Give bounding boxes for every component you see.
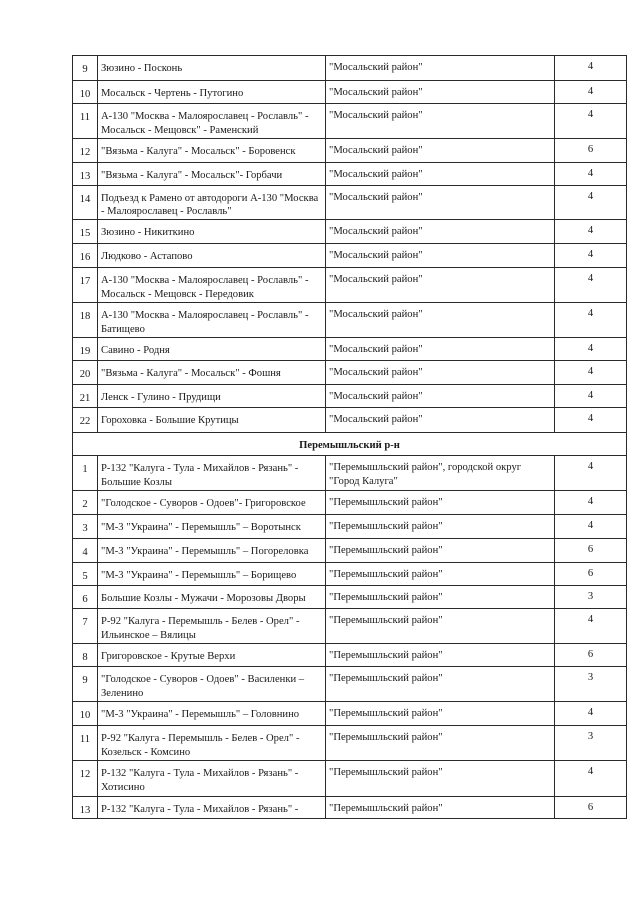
district-name: "Перемышльский район" (329, 650, 443, 662)
row-number-cell (73, 268, 98, 303)
row-number-cell (73, 702, 98, 726)
row-number: 2 (82, 499, 88, 511)
section-header (73, 433, 627, 456)
district-name: "Мосальский район" (329, 168, 423, 180)
road-name: Подъезд к Рамено от автодороги А-130 "Москва - Малоярославец - Рославль" (101, 192, 319, 218)
road-value: 4 (587, 520, 594, 532)
district-name-cell (326, 244, 555, 268)
road-value: 3 (587, 672, 594, 684)
row-number-cell (73, 609, 98, 644)
road-name: Григоровское - Крутые Верхи (101, 651, 236, 663)
road-name-cell (98, 268, 326, 303)
road-value: 4 (587, 766, 594, 778)
table-row (73, 797, 627, 819)
district-name: "Мосальский район" (329, 226, 423, 238)
table-row (73, 667, 627, 702)
row-number: 1 (82, 464, 88, 476)
road-value: 4 (587, 461, 594, 473)
road-name-cell (98, 797, 326, 819)
road-value-cell (555, 220, 627, 244)
row-number: 10 (79, 710, 91, 722)
row-number-cell (73, 338, 98, 361)
table-row (73, 702, 627, 726)
road-value: 3 (587, 731, 594, 743)
road-value: 4 (587, 496, 594, 508)
road-value: 4 (587, 190, 594, 202)
row-number-cell (73, 162, 98, 185)
road-value: 6 (587, 568, 594, 580)
road-name: "Вязьма - Калуга" - Мосальск" - Фошня (101, 368, 281, 380)
row-number: 5 (82, 571, 88, 583)
road-name: Большие Козлы - Мужачи - Морозовы Дворы (101, 593, 306, 605)
table-row (73, 385, 627, 408)
row-number: 13 (79, 170, 91, 182)
road-value-cell (555, 81, 627, 104)
district-name-cell (326, 408, 555, 433)
road-value-cell (555, 361, 627, 385)
district-name-cell (326, 338, 555, 361)
table-row (73, 491, 627, 515)
road-value: 4 (587, 366, 594, 378)
district-name: "Мосальский район" (329, 110, 423, 121)
row-number-cell (73, 104, 98, 139)
row-number-cell (73, 515, 98, 539)
district-name-cell (326, 586, 555, 609)
row-number: 6 (82, 594, 88, 606)
road-name: Зюзино - Посконь (101, 63, 183, 74)
road-value: 4 (587, 390, 594, 402)
road-name: "М-3 "Украина" - Перемышль" – Борищево (101, 570, 297, 582)
district-name-cell (326, 81, 555, 104)
road-name: Р-132 "Калуга - Тула - Михайлов - Рязань" - (101, 804, 299, 816)
row-number-cell (73, 81, 98, 104)
road-name-cell (98, 726, 326, 761)
row-number-cell (73, 539, 98, 563)
table-row (73, 56, 627, 81)
district-name: "Мосальский район" (329, 344, 423, 356)
table-row (73, 408, 627, 433)
district-name: "Перемышльский район" (329, 732, 443, 744)
row-number: 10 (79, 89, 91, 100)
row-number-cell (73, 563, 98, 586)
road-name: "Вязьма - Калуга" - Мосальск"- Горбачи (101, 169, 283, 181)
table-row (73, 726, 627, 761)
road-value: 4 (587, 308, 594, 320)
road-value-cell (555, 104, 627, 139)
table-row (73, 303, 627, 338)
district-name: "Перемышльский район" (329, 803, 443, 815)
table-row (73, 268, 627, 303)
road-value-cell (555, 726, 627, 761)
row-number-cell (73, 185, 98, 220)
district-name: "Перемышльский район" (329, 708, 443, 720)
road-name-cell (98, 408, 326, 433)
table-row (73, 456, 627, 491)
table-row (73, 586, 627, 609)
road-value: 6 (587, 802, 594, 814)
row-number-cell (73, 586, 98, 609)
district-name: "Перемышльский район" (329, 569, 443, 581)
table-row (73, 220, 627, 244)
road-value-cell (555, 761, 627, 797)
road-name: "Вязьма - Калуга" - Мосальск" - Боровенск (101, 145, 296, 157)
road-name-cell (98, 338, 326, 361)
district-name-cell (326, 162, 555, 185)
road-value-cell (555, 268, 627, 303)
road-name: Мосальск - Чертень - Путогино (101, 88, 244, 99)
row-number-cell (73, 138, 98, 162)
road-value-cell (555, 586, 627, 609)
district-name-cell (326, 385, 555, 408)
district-name-cell (326, 797, 555, 819)
district-name-cell (326, 563, 555, 586)
table-row (73, 539, 627, 563)
road-name: Р-92 "Калуга - Перемышль - Белев - Орел" - Козельск - Комсино (101, 733, 300, 758)
row-number: 9 (82, 675, 88, 687)
road-value: 4 (587, 86, 594, 97)
road-name: Р-132 "Калуга - Тула - Михайлов - Рязань" - Хотисино (101, 768, 299, 793)
district-name: "Перемышльский район" (329, 592, 443, 604)
row-number: 7 (82, 617, 88, 629)
row-number-cell (73, 491, 98, 515)
row-number: 12 (79, 146, 91, 158)
road-value: 4 (587, 167, 594, 179)
road-value-cell (555, 456, 627, 491)
road-value: 4 (587, 273, 594, 285)
table-row (73, 563, 627, 586)
road-name-cell (98, 667, 326, 702)
district-name-cell (326, 491, 555, 515)
road-name-cell (98, 185, 326, 220)
district-name: "Мосальский район" (329, 309, 423, 321)
road-value: 4 (587, 225, 594, 237)
district-name-cell (326, 609, 555, 644)
table-row (73, 244, 627, 268)
road-name-cell (98, 456, 326, 491)
district-name-cell (326, 104, 555, 139)
district-name: "Перемышльский район" (329, 673, 443, 685)
road-name: Р-132 "Калуга - Тула - Михайлов - Рязань" - Большие Козлы (101, 463, 299, 488)
road-name-cell (98, 385, 326, 408)
road-value: 4 (587, 249, 594, 261)
road-value-cell (555, 162, 627, 185)
road-value-cell (555, 244, 627, 268)
row-number-cell (73, 456, 98, 491)
road-name: "Голодское - Суворов - Одоев"- Григоровское (101, 498, 306, 510)
road-value: 4 (587, 343, 594, 355)
district-name: "Мосальский район" (329, 87, 423, 98)
road-name-cell (98, 81, 326, 104)
road-name-cell (98, 586, 326, 609)
road-value-cell (555, 702, 627, 726)
district-name-cell (326, 702, 555, 726)
road-value-cell (555, 539, 627, 563)
road-value: 4 (587, 61, 594, 72)
row-number: 14 (79, 193, 91, 205)
district-name-cell (326, 515, 555, 539)
road-name: Зюзино - Никиткино (101, 227, 195, 239)
row-number: 12 (79, 769, 91, 781)
road-name: "М-3 "Украина" - Перемышль" – Погореловка (101, 546, 309, 558)
row-number: 4 (82, 547, 88, 559)
row-number: 9 (82, 64, 88, 75)
road-value: 6 (587, 649, 594, 661)
road-name: Ленск - Гулино - Прудищи (101, 392, 221, 404)
road-name-cell (98, 702, 326, 726)
district-name-cell (326, 268, 555, 303)
district-name: "Перемышльский район" (329, 545, 443, 557)
row-number: 22 (79, 416, 91, 428)
road-value: 6 (587, 143, 594, 155)
road-value-cell (555, 338, 627, 361)
road-name-cell (98, 491, 326, 515)
district-name-cell (326, 539, 555, 563)
road-name-cell (98, 138, 326, 162)
road-name: "М-3 "Украина" - Перемышль" – Воротынск (101, 522, 301, 534)
road-name: Людково - Астапово (101, 251, 193, 263)
row-number-cell (73, 761, 98, 797)
district-name: "Перемышльский район" (329, 521, 443, 533)
table-row (73, 81, 627, 104)
district-name-cell (326, 361, 555, 385)
road-value: 3 (587, 591, 594, 603)
table-row (73, 185, 627, 220)
road-name: "Голодское - Суворов - Одоев" - Василенки – Зеленино (101, 674, 305, 699)
road-value: 4 (587, 707, 594, 719)
district-name: "Мосальский район" (329, 391, 423, 403)
row-number-cell (73, 220, 98, 244)
table-row (73, 138, 627, 162)
road-value: 4 (587, 109, 594, 120)
district-name: "Перемышльский район", городской округ "Город Калуга" (329, 462, 522, 487)
road-value-cell (555, 515, 627, 539)
road-name: А-130 "Москва - Малоярославец - Рославль" - Мосальск - Мещовск" - Раменский (101, 111, 309, 136)
road-value-cell (555, 644, 627, 667)
row-number: 3 (82, 523, 88, 535)
district-name-cell (326, 644, 555, 667)
road-value-cell (555, 491, 627, 515)
road-value-cell (555, 609, 627, 644)
table-row (73, 515, 627, 539)
row-number: 18 (79, 311, 91, 323)
road-name-cell (98, 303, 326, 338)
road-value: 4 (587, 413, 594, 425)
row-number-cell (73, 408, 98, 433)
district-name: "Мосальский район" (329, 62, 423, 73)
road-value-cell (555, 138, 627, 162)
district-name: "Перемышльский район" (329, 615, 443, 627)
district-name: "Перемышльский район" (329, 767, 443, 779)
road-value-cell (555, 563, 627, 586)
road-value-cell (555, 185, 627, 220)
road-name: Р-92 "Калуга - Перемышль - Белев - Орел" - Ильинское – Вялицы (101, 616, 300, 641)
district-name-cell (326, 303, 555, 338)
table-row (73, 609, 627, 644)
road-value-cell (555, 56, 627, 81)
road-name-cell (98, 220, 326, 244)
road-value: 4 (587, 614, 594, 626)
district-name: "Мосальский район" (329, 414, 423, 426)
mosalsk-section (73, 56, 627, 433)
district-name-cell (326, 667, 555, 702)
district-name-cell (326, 220, 555, 244)
district-name-cell (326, 456, 555, 491)
road-name-cell (98, 563, 326, 586)
row-number: 17 (79, 276, 91, 288)
road-name: "М-3 "Украина" - Перемышль" – Головнино (101, 709, 300, 721)
road-name-cell (98, 761, 326, 797)
road-value-cell (555, 667, 627, 702)
row-number-cell (73, 797, 98, 819)
district-name: "Перемышльский район" (329, 497, 443, 509)
row-number-cell (73, 385, 98, 408)
row-number: 16 (79, 252, 91, 264)
row-number-cell (73, 303, 98, 338)
row-number-cell (73, 644, 98, 667)
row-number: 13 (79, 805, 91, 817)
district-name-cell (326, 56, 555, 81)
district-name: "Мосальский район" (329, 274, 423, 286)
district-name: "Мосальский район" (329, 367, 423, 379)
district-name-cell (326, 185, 555, 220)
road-name-cell (98, 515, 326, 539)
row-number: 21 (79, 393, 91, 405)
district-name: "Мосальский район" (329, 144, 423, 156)
peremyshl-section (73, 456, 627, 819)
district-name: "Мосальский район" (329, 250, 423, 262)
road-value-cell (555, 408, 627, 433)
road-name-cell (98, 609, 326, 644)
road-name-cell (98, 361, 326, 385)
row-number-cell (73, 244, 98, 268)
district-name-cell (326, 138, 555, 162)
road-value-cell (555, 797, 627, 819)
section-title: Перемышльский р-н (299, 440, 400, 452)
road-name-cell (98, 104, 326, 139)
road-value-cell (555, 385, 627, 408)
road-name: А-130 "Москва - Малоярославец - Рославль" - Батищево (101, 310, 309, 335)
row-number-cell (73, 56, 98, 81)
table-row (73, 162, 627, 185)
section-cell (73, 433, 627, 456)
district-name-cell (326, 726, 555, 761)
road-name-cell (98, 539, 326, 563)
road-value: 6 (587, 544, 594, 556)
road-name: Савино - Родня (101, 345, 170, 357)
row-number-cell (73, 667, 98, 702)
row-number: 15 (79, 228, 91, 240)
road-name-cell (98, 162, 326, 185)
district-name-cell (326, 761, 555, 797)
row-number: 11 (79, 734, 91, 746)
section-row (73, 433, 627, 456)
road-name-cell (98, 244, 326, 268)
table-row (73, 361, 627, 385)
row-number: 11 (79, 112, 91, 123)
row-number: 8 (82, 652, 88, 664)
road-name-cell (98, 56, 326, 81)
road-name: Гороховка - Большие Крутицы (101, 415, 239, 427)
table-row (73, 104, 627, 139)
table-row (73, 338, 627, 361)
row-number-cell (73, 361, 98, 385)
road-name: А-130 "Москва - Малоярославец - Рославль" - Мосальск - Мещовск - Передовик (101, 275, 309, 300)
row-number-cell (73, 726, 98, 761)
district-name: "Мосальский район" (329, 191, 423, 203)
road-value-cell (555, 303, 627, 338)
row-number: 19 (79, 346, 91, 358)
table-row (73, 644, 627, 667)
roads-table (72, 55, 627, 819)
row-number: 20 (79, 369, 91, 381)
road-name-cell (98, 644, 326, 667)
table-row (73, 761, 627, 797)
